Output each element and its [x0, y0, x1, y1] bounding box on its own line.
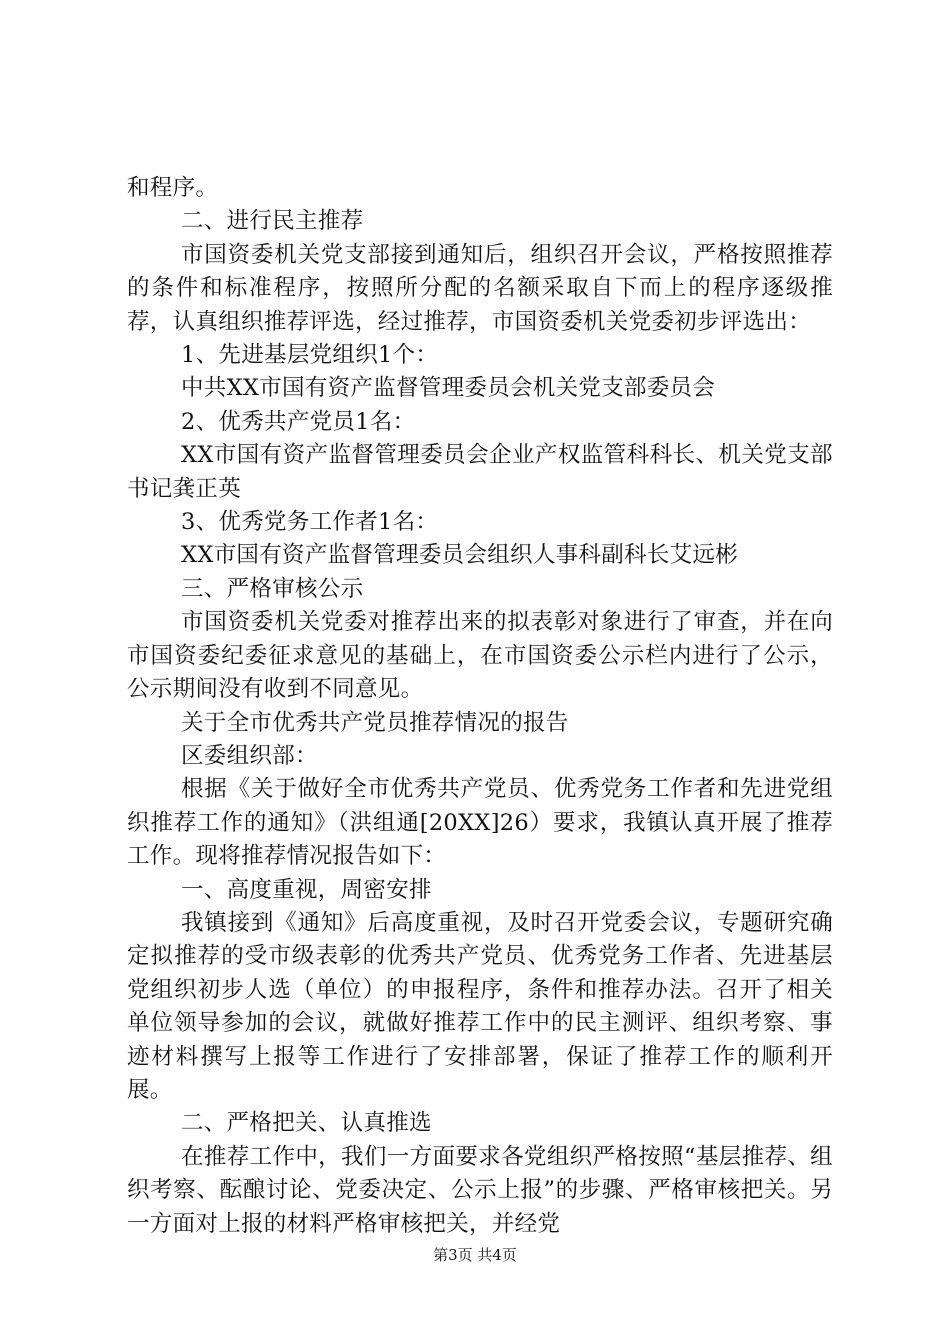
report-title: 关于全市优秀共产党员推荐情况的报告: [181, 709, 569, 736]
paragraph: 市国资委机关党委对推荐出来的拟表彰对象进行了审查，并在向市国资委纪委征求意见的基础上，在市国资委公示栏内进行了公示，公示期间没有收到不同意见。: [127, 609, 833, 703]
page-total: 共4页: [477, 1246, 517, 1264]
paragraph: 我镇接到《通知》后高度重视，及时召开党委会议，专题研究确定拟推荐的受市级表彰的优秀共产党员、优秀党务工作者、先进基层党组织初步人选（单位）的申报程序，条件和推荐办法。召开了相关单位领导参加的会议，就做好推荐工作中的民主测评、组织考察、事迹材料撰写上报等工作进行了安排部署，保证了推荐工作的顺利开展。: [127, 909, 833, 1103]
section-heading: 一、高度重视，周密安排: [181, 876, 432, 903]
paragraph: 市国资委机关党支部接到通知后，组织召开会议，严格按照推荐的条件和标准程序，按照所分配的名额采取自下而上的程序逐级推荐，认真组织推荐评选，经过推荐，市国资委机关党委初步评选出：: [127, 241, 833, 335]
list-item: 2、优秀共产党员1名：: [181, 408, 416, 435]
paragraph: 根据《关于做好全市优秀共产党员、优秀党务工作者和先进党组织推荐工作的通知》（洪组通[20XX]26）要求，我镇认真开展了推荐工作。现将推荐情况报告如下：: [127, 776, 833, 870]
salutation: 区委组织部：: [181, 742, 318, 769]
paragraph: 中共XX市国有资产监督管理委员会机关党支部委员会: [181, 375, 716, 402]
list-item: 1、先进基层党组织1个：: [181, 342, 439, 369]
section-heading: 二、严格把关、认真推选: [181, 1110, 432, 1137]
list-item: 3、优秀党务工作者1名：: [181, 509, 439, 536]
document-body: [127, 172, 833, 1241]
paragraph: 和程序。: [127, 175, 219, 201]
paragraph: XX市国有资产监督管理委员会组织人事科副科长艾远彬: [181, 542, 739, 569]
page-footer: [0, 1244, 950, 1265]
section-heading: 二、进行民主推荐: [181, 208, 364, 235]
paragraph: 在推荐工作中，我们一方面要求各党组织严格按照“基层推荐、组织考察、酝酿讨论、党委决定、公示上报”的步骤、严格审核把关。另一方面对上报的材料严格审核把关，并经党: [127, 1143, 833, 1237]
paragraph: XX市国有资产监督管理委员会企业产权监管科科长、机关党支部书记龚正英: [127, 442, 833, 502]
section-heading: 三、严格审核公示: [181, 575, 364, 602]
page-number: 第3页: [433, 1246, 473, 1264]
